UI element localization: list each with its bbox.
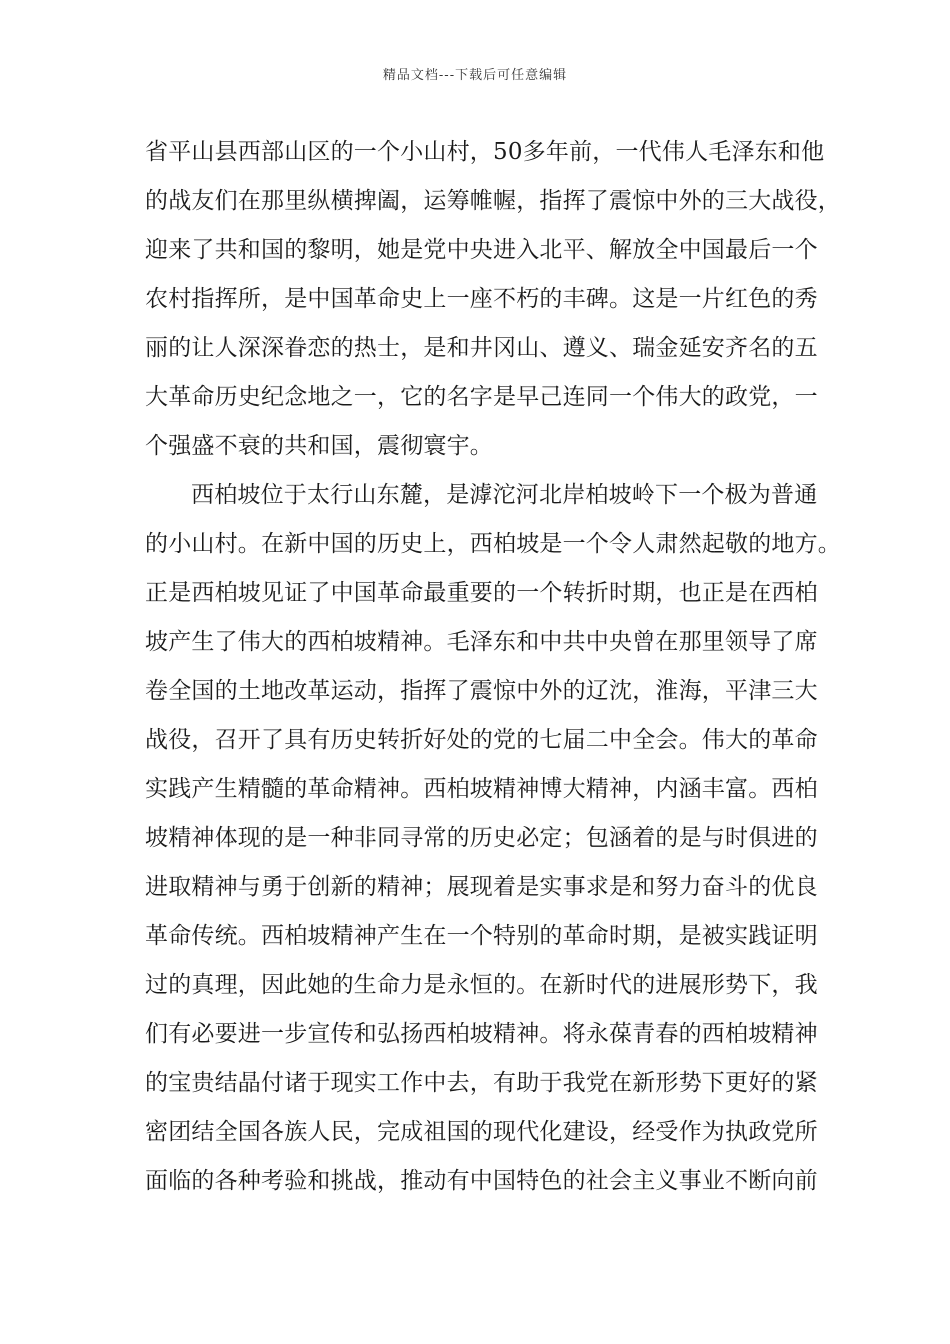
text-line: 们有必要进一步宣传和弘扬西柏坡精神。将永葆青春的西柏坡精神 [145,1021,818,1047]
text-line: 迎来了共和国的黎明，她是党中央进入北平、解放全中国最后一个 [145,237,818,263]
text-line: 革命传统。西柏坡精神产生在一个特别的革命时期，是被实践证明 [145,923,818,949]
text-line: 大革命历史纪念地之一，它的名字是早己连同一个伟大的政党，一 [145,384,818,410]
text-line: 卷全国的土地改革运动，指挥了震惊中外的辽沈，淮海，平津三大 [145,678,818,704]
text-line: 的战友们在那里纵横捭阖，运筹帷幄，指挥了震惊中外的三大战役， [145,188,841,214]
paragraph-2 [145,471,841,1206]
text-line: 农村指挥所，是中国革命史上一座不朽的丰碑。这是一片红色的秀 [145,286,818,312]
text-line: 实践产生精髓的革命精神。西柏坡精神博大精神，内涵丰富。西柏 [145,776,818,802]
text-line: 省平山县西部山区的一个小山村，50多年前，一代伟人毛泽东和他 [145,139,825,165]
text-line: 过的真理，因此她的生命力是永恒的。在新时代的进展形势下，我 [145,972,818,998]
text-line: 密团结全国各族人民，完成祖国的现代化建设，经受作为执政党所 [145,1119,818,1145]
paragraph-1 [145,128,841,471]
text-line: 进取精神与勇于创新的精神；展现着是实事求是和努力奋斗的优良 [145,874,818,900]
text-line: 战役，召开了具有历史转折好处的党的七届二中全会。伟大的革命 [145,727,818,753]
text-line: 的宝贵结晶付诸于现实工作中去，有助于我党在新形势下更好的紧 [145,1070,818,1096]
body-text [145,128,841,1206]
text-line: 个强盛不衰的共和国，震彻寰宇。 [145,433,493,459]
text-line: 坡产生了伟大的西柏坡精神。毛泽东和中共中央曾在那里领导了席 [145,629,818,655]
page-header: 精品文档---下载后可任意编辑 [382,68,568,83]
text-line: 丽的让人深深眷恋的热士，是和井冈山、遵义、瑞金延安齐名的五 [145,335,818,361]
text-line: 正是西柏坡见证了中国革命最重要的一个转折时期，也正是在西柏 [145,580,818,606]
text-line: 的小山村。在新中国的历史上，西柏坡是一个令人肃然起敬的地方。 [145,531,841,557]
text-line: 面临的各种考验和挑战，推动有中国特色的社会主义事业不断向前 [145,1168,818,1194]
text-line: 西柏坡位于太行山东麓，是滹沱河北岸柏坡岭下一个极为普通 [191,482,818,508]
text-line: 坡精神体现的是一种非同寻常的历史必定；包涵着的是与时俱进的 [145,825,818,851]
